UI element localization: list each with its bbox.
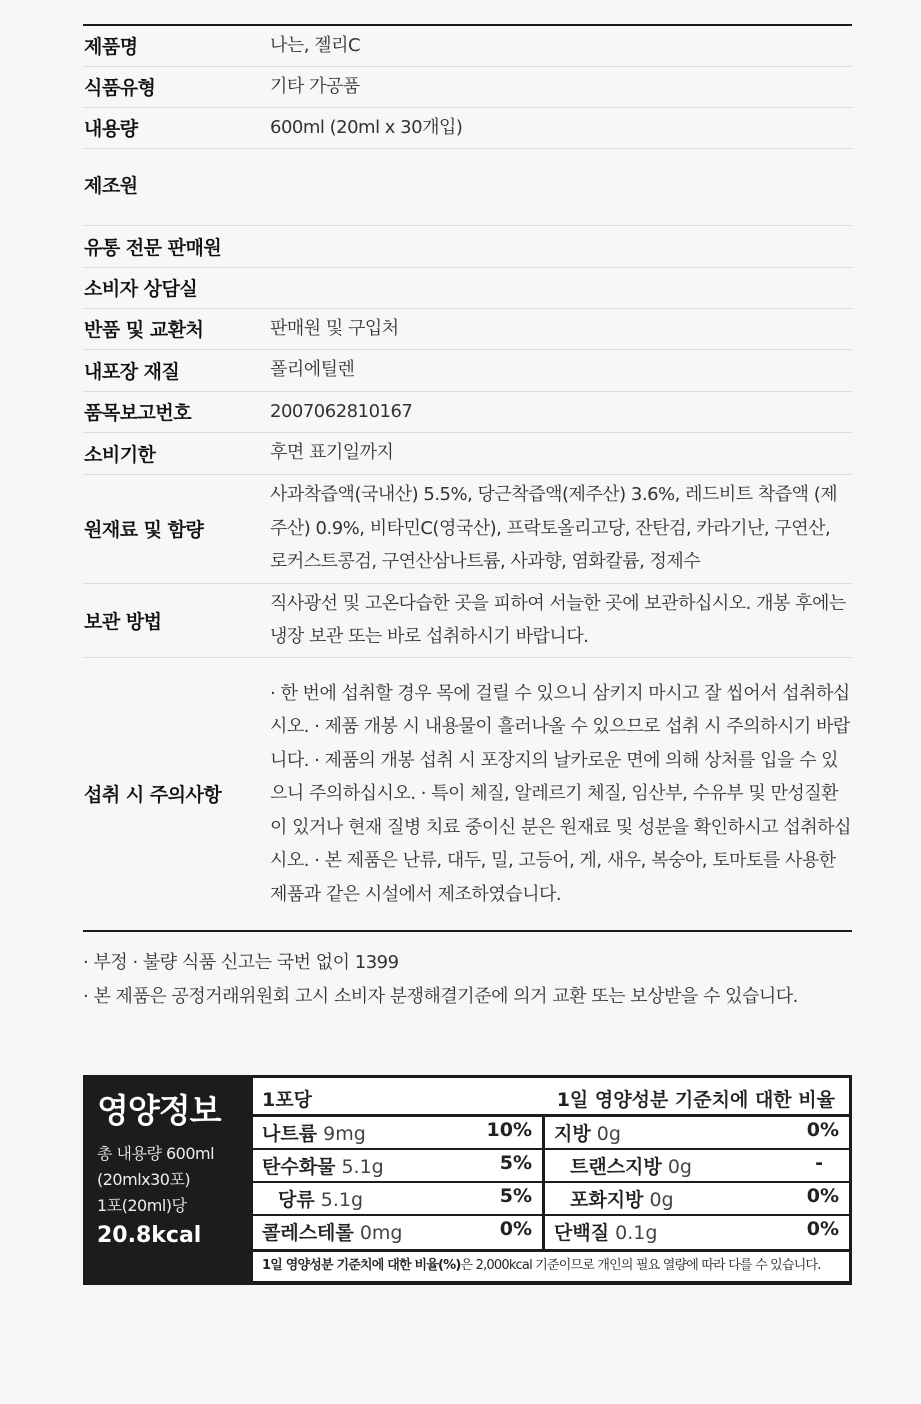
nutrient-row xyxy=(253,1117,542,1150)
nutrient-percent: - xyxy=(815,1152,823,1174)
nutrition-table xyxy=(253,1078,849,1281)
info-value: 600ml (20ml x 30개입) xyxy=(270,107,852,148)
info-row xyxy=(83,66,852,107)
nutrient-percent: 0% xyxy=(806,1185,839,1207)
nutrient-name: 탄수화물 xyxy=(262,1156,336,1178)
info-key: 섭취 시 주의사항 xyxy=(84,784,222,807)
info-value: 기타 가공품 xyxy=(270,66,852,107)
nutrition-summary xyxy=(83,1075,249,1285)
nutrient-amount: 5.1g xyxy=(320,1189,364,1211)
nutrient-percent: 0% xyxy=(499,1218,532,1240)
info-key: 제조원 xyxy=(83,148,270,225)
nutrient-row xyxy=(545,1150,849,1183)
nutrient-percent: 10% xyxy=(486,1119,532,1141)
calories-value: 20.8kcal xyxy=(97,1223,202,1248)
notice-item: · 부정 · 불량 식품 신고는 국번 없이 1399 xyxy=(83,952,399,973)
info-row xyxy=(83,349,852,391)
nutrient-amount: 5.1g xyxy=(341,1156,384,1178)
nutrient-name: 단백질 xyxy=(554,1222,610,1244)
nutrient-row xyxy=(253,1150,542,1183)
info-value: 후면 표기일까지 xyxy=(270,432,852,474)
nutrient-name: 당류 xyxy=(278,1189,315,1211)
info-key: 유통 전문 판매원 xyxy=(83,225,270,267)
nutrition-footnote xyxy=(253,1249,849,1281)
info-row xyxy=(83,474,852,583)
notice-list xyxy=(83,946,852,1014)
nutrient-name: 나트륨 xyxy=(262,1123,318,1145)
nutrient-name: 트랜스지방 xyxy=(570,1156,662,1178)
info-value xyxy=(270,267,852,308)
nutrient-column-right xyxy=(545,1117,849,1249)
nutrient-amount: 0g xyxy=(596,1123,621,1145)
info-value: 폴리에틸렌 xyxy=(270,349,852,391)
pack-count: (20mlx30포) xyxy=(97,1170,191,1189)
product-info-table xyxy=(83,24,852,932)
info-row xyxy=(83,107,852,148)
nutrient-name: 콜레스테롤 xyxy=(262,1222,354,1244)
per-serving-header: 1포당 xyxy=(262,1089,312,1111)
info-row xyxy=(83,25,852,66)
nutrient-amount: 0mg xyxy=(359,1222,403,1244)
nutrient-column-left xyxy=(253,1117,545,1249)
footnote-bold: 1일 영양성분 기준치에 대한 비율(%) xyxy=(262,1258,461,1273)
info-value: · 한 번에 섭취할 경우 목에 걸릴 수 있으니 삼키지 마시고 잘 씹어서 섭취하십시오. · 제품 개봉 시 내용물이 흘러나올 수 있으므로 섭취 시 주의하시기 바랍니다. · 제품의 개봉 섭취 시 포장지의 날카로운 면에 의해 상처를 입을 수 있으니 주의하십시오. · 특이 체질, 알레르기 체질, 임산부, 수유부 및 만성질환이 있거나 현재 질병 치료 중이신 분은 원재료 및 성분을 확인하시고 섭취하십시오. · 본 제품은 난류, 대두, 밀, 고등어, 게, 새우, 복숭아, 토마토를 사용한 제품과 같은 시설에서 제조하였습니다. xyxy=(270,682,851,905)
info-key: 내용량 xyxy=(83,107,270,148)
info-value: 사과착즙액(국내산) 5.5%, 당근착즙액(제주산) 3.6%, 레드비트 착즙액 (제주산) 0.9%, 비타민C(영국산), 프락토올리고당, 잔탄검, 카라기난, 구연산, 로커스트콩검, 구연산삼나트륨, 사과향, 염화칼륨, 정제수 xyxy=(270,474,852,583)
nutrient-row xyxy=(545,1216,849,1249)
info-key: 식품유형 xyxy=(83,66,270,107)
info-value: 나는, 젤리C xyxy=(270,25,852,66)
nutrient-row xyxy=(253,1183,542,1216)
info-key: 품목보고번호 xyxy=(83,391,270,432)
footnote-text: 은 2,000kcal 기준이므로 개인의 필요 열량에 따라 다를 수 있습니다. xyxy=(460,1258,821,1273)
info-value: 판매원 및 구입처 xyxy=(270,308,852,349)
info-key: 반품 및 교환처 xyxy=(83,308,270,349)
info-row xyxy=(83,308,852,349)
notice-item: · 본 제품은 공정거래위원회 고시 소비자 분쟁해결기준에 의거 교환 또는 보상받을 수 있습니다. xyxy=(83,986,798,1007)
nutrient-percent: 5% xyxy=(499,1152,532,1174)
info-row xyxy=(83,225,852,267)
nutrient-percent: 0% xyxy=(806,1119,839,1141)
nutrient-row xyxy=(545,1117,849,1150)
info-value: 2007062810167 xyxy=(270,391,852,432)
nutrient-amount: 0g xyxy=(649,1189,674,1211)
info-key: 원재료 및 함량 xyxy=(83,474,270,583)
info-row xyxy=(83,148,852,225)
info-value xyxy=(270,148,852,225)
nutrition-facts-panel xyxy=(83,1075,852,1285)
nutrition-header xyxy=(253,1078,849,1117)
product-info-section xyxy=(83,24,852,1014)
nutrition-serving-info xyxy=(97,1141,214,1219)
info-value xyxy=(270,225,852,267)
daily-value-header: 1일 영양성분 기준치에 대한 비율 xyxy=(556,1089,835,1111)
nutrient-name: 포화지방 xyxy=(570,1189,644,1211)
nutrition-title: 영양정보 xyxy=(97,1091,221,1130)
info-row xyxy=(83,267,852,308)
info-key: 내포장 재질 xyxy=(83,349,270,391)
info-row xyxy=(83,391,852,432)
info-value: 직사광선 및 고온다습한 곳을 피하여 서늘한 곳에 보관하십시오. 개봉 후에는 냉장 보관 또는 바로 섭취하시기 바랍니다. xyxy=(270,583,852,657)
per-serving-label: 1포(20ml)당 xyxy=(97,1196,187,1215)
nutrient-percent: 0% xyxy=(806,1218,839,1240)
nutrient-amount: 9mg xyxy=(323,1123,366,1145)
nutrient-name: 지방 xyxy=(554,1123,591,1145)
info-key: 소비자 상담실 xyxy=(83,267,270,308)
info-key: 제품명 xyxy=(83,25,270,66)
info-row xyxy=(83,583,852,657)
info-key: 보관 방법 xyxy=(83,583,270,657)
nutrient-row xyxy=(545,1183,849,1216)
nutrient-percent: 5% xyxy=(499,1185,532,1207)
nutrient-row xyxy=(253,1216,542,1249)
info-key: 소비기한 xyxy=(83,432,270,474)
info-row xyxy=(83,657,852,931)
total-content: 총 내용량 600ml xyxy=(97,1144,215,1163)
nutrient-amount: 0g xyxy=(667,1156,692,1178)
nutrient-amount: 0.1g xyxy=(615,1222,658,1244)
info-row xyxy=(83,432,852,474)
